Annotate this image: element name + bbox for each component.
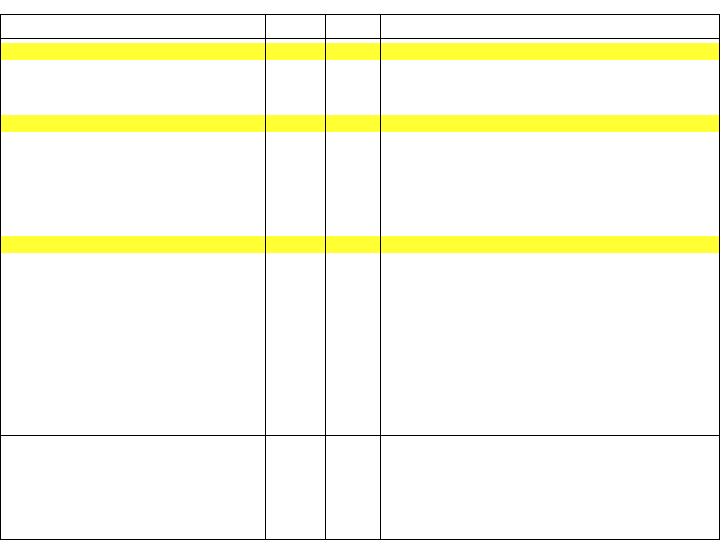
column-divider xyxy=(0,14,1,540)
column-divider xyxy=(265,14,266,540)
column-divider xyxy=(325,14,326,540)
header-border xyxy=(0,38,720,39)
row-highlight xyxy=(0,115,720,132)
row-highlight xyxy=(0,43,720,60)
column-divider xyxy=(380,14,381,540)
row-highlight xyxy=(0,236,720,253)
top-border xyxy=(0,14,720,15)
divider-band xyxy=(0,435,720,436)
